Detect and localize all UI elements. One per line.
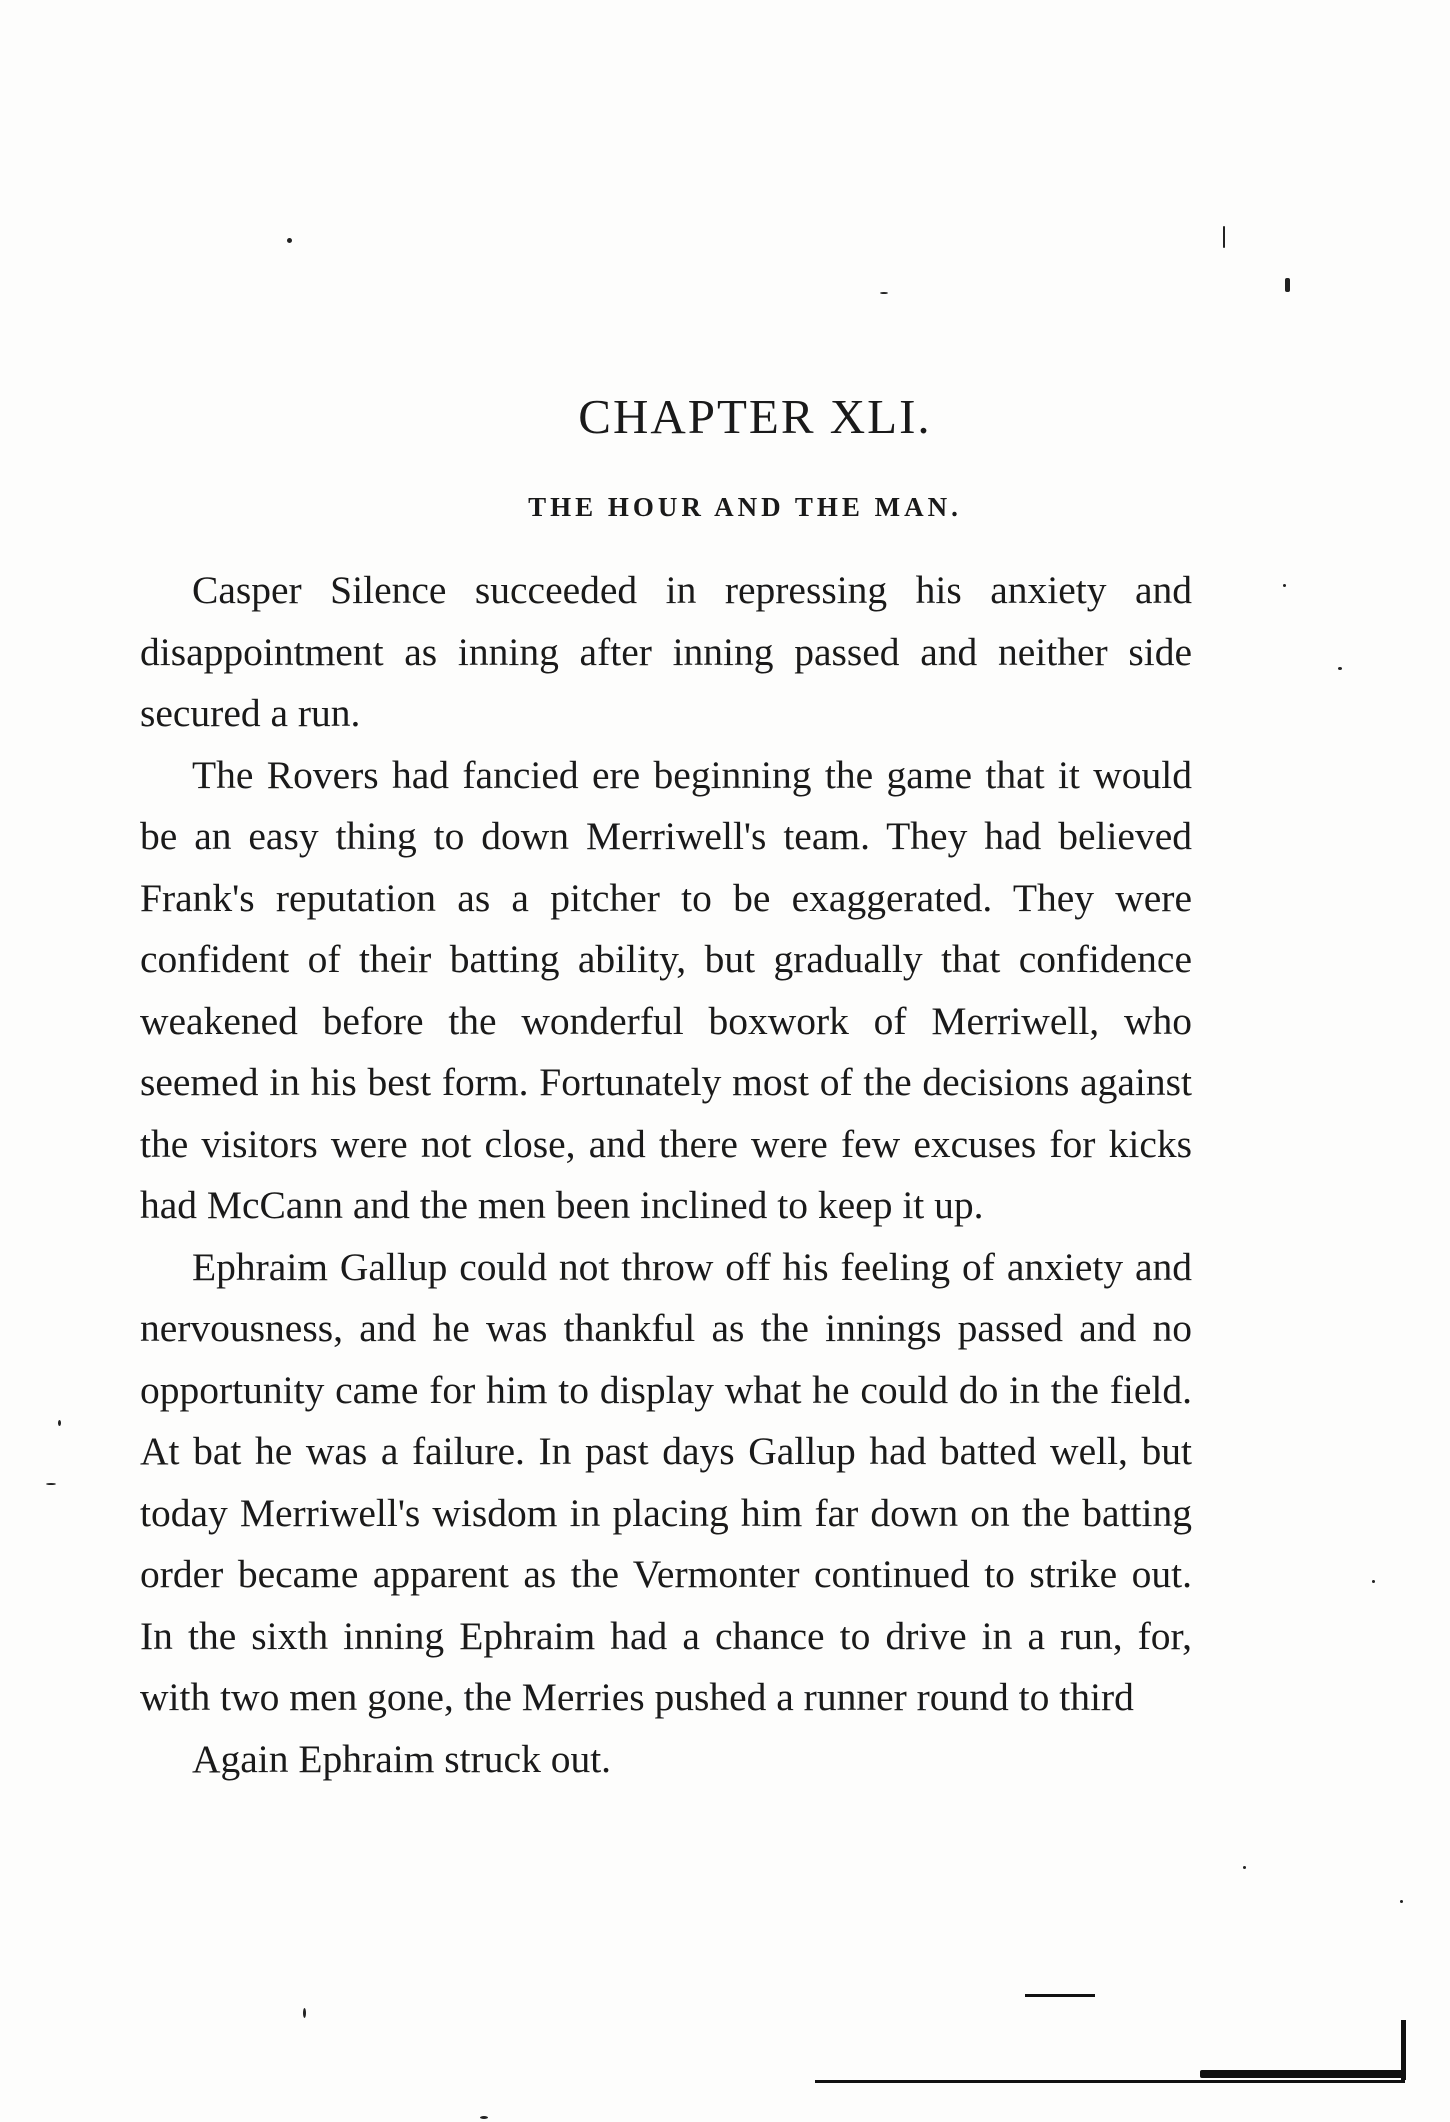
paragraph: Again Ephraim struck out.	[192, 1736, 612, 1781]
chapter-heading: CHAPTER XLI.	[578, 389, 932, 444]
scan-speck	[58, 1420, 61, 1426]
paragraph: Casper Silence succeeded in repressing his anxiety and disappointment as inning after inning passed and neither side secured a run.	[140, 568, 1192, 735]
scan-speck	[46, 1483, 56, 1485]
scan-speck	[1243, 1866, 1246, 1869]
chapter-subtitle: THE HOUR AND THE MAN.	[528, 492, 962, 522]
scan-speck	[480, 2116, 488, 2119]
scan-speck	[880, 292, 888, 294]
scan-rule	[815, 2080, 1405, 2083]
scan-speck	[1400, 1900, 1403, 1903]
scan-speck	[1223, 226, 1225, 248]
scan-speck	[287, 238, 292, 243]
paragraph: The Rovers had fancied ere beginning the game that it would be an easy thing to down Merriwell's team. They had believed Frank's reputation as a pitcher to be exaggerated. They were confident of their batting ability, but gradually that confidence weakened before the wonderful boxwork of Merriwell, who seemed in his best form. Fortunately most of the decisions against the visitors were not close, and there were few excuses for kicks had McCann and the men been inclined to keep it up.	[140, 752, 1192, 1227]
scan-rule	[1200, 2070, 1405, 2078]
scan-rule	[1401, 2020, 1406, 2080]
paragraph: Ephraim Gallup could not throw off his feeling of anxiety and nervousness, and he was thankful as the innings passed and no opportunity came for him to display what he could do in the field. At bat he was a failure. In past days Gallup had batted well, but today Merriwell's wisdom in placing him far down on the batting order became apparent as the Vermonter continued to strike out. In the sixth inning Ephraim had a chance to drive in a run, for, with two men gone, the Merries pushed a runner round to third	[140, 1244, 1192, 1719]
scan-speck	[303, 2008, 306, 2018]
scan-speck	[1283, 584, 1286, 587]
chapter-body	[140, 560, 1192, 1790]
scan-speck	[1338, 667, 1342, 670]
scan-speck	[1372, 1580, 1375, 1583]
scan-rule	[1025, 1994, 1095, 1997]
scan-speck	[1285, 278, 1290, 292]
